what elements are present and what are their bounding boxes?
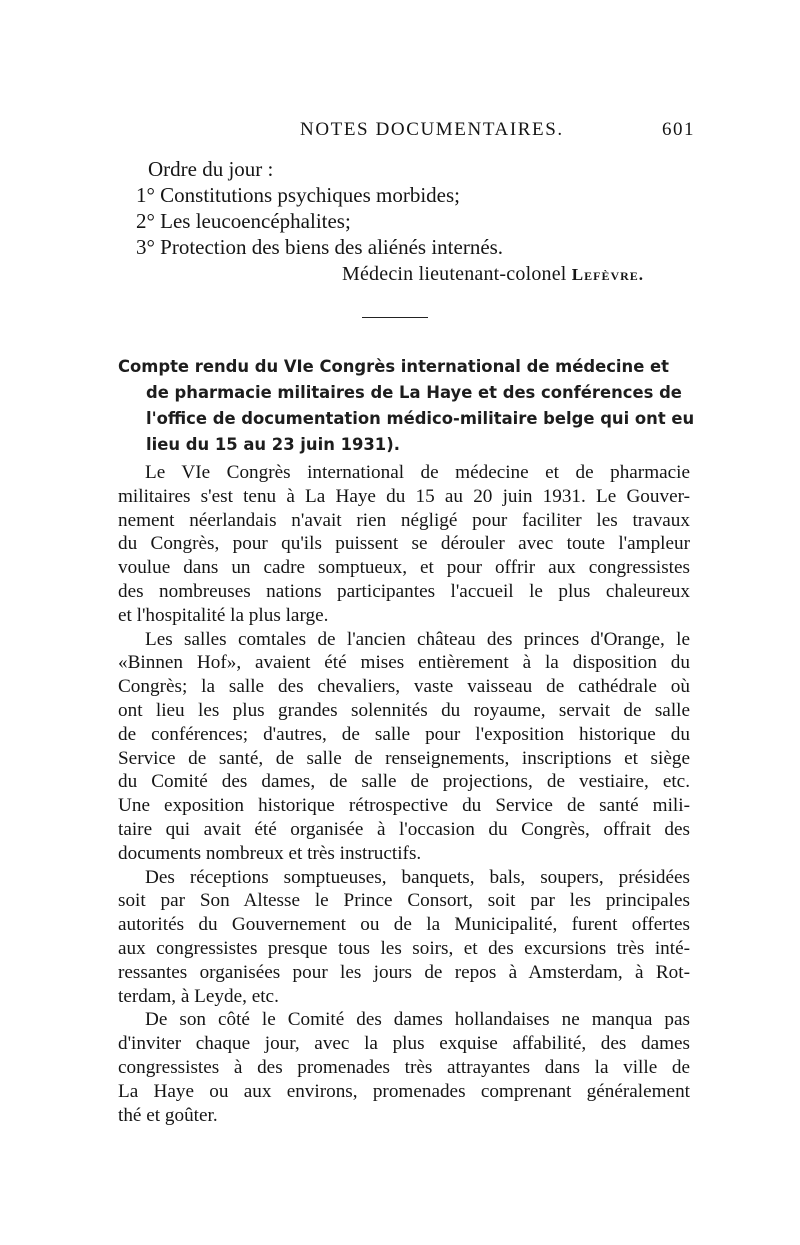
page-number: 601 (662, 119, 695, 140)
text-line: et l'hospitalité la plus large. (118, 604, 329, 626)
text-line: «Binnen Hof», avaient été mises entièrement à la disposition du (118, 652, 690, 674)
agenda-block (136, 156, 668, 260)
text-line: Congrès; la salle des chevaliers, vaste vaisseau de cathédrale où (118, 676, 690, 698)
agenda-item: 3° Protection des biens des aliénés internés. (136, 235, 504, 259)
text-line: Des réceptions somptueuses, banquets, bals, soupers, présidées (145, 866, 690, 888)
agenda-item: 2° Les leucoencéphalites; (136, 209, 351, 233)
text-line: des nombreuses nations participantes l'accueil le plus chaleureux (118, 580, 690, 602)
text-line: aux congressistes presque tous les soirs, et des excursions très inté- (118, 937, 690, 959)
text-line: La Haye ou aux environs, promenades comprenant généralement (118, 1080, 690, 1102)
section-title (118, 354, 695, 458)
page-header (0, 119, 800, 145)
section-title-line: lieu du 15 au 23 juin 1931). (146, 435, 400, 454)
section-title-line: Compte rendu du VIe Congrès international de médecine et (118, 357, 669, 376)
text-line: autorités du Gouvernement ou de la Municipalité, furent offertes (118, 914, 690, 936)
paragraph (118, 866, 690, 1009)
article-body (118, 461, 690, 1127)
agenda-heading: Ordre du jour : (148, 157, 274, 181)
paragraph (118, 628, 690, 866)
text-line: militaires s'est tenu à La Haye du 15 au 20 juin 1931. Le Gouver- (118, 485, 690, 507)
text-line: terdam, à Leyde, etc. (118, 985, 279, 1007)
text-line: soit par Son Altesse le Prince Consort, soit par les principales (118, 890, 690, 912)
text-line: ressantes organisées pour les jours de repos à Amsterdam, à Rot- (118, 961, 690, 983)
text-line: Une exposition historique rétrospective du Service de santé mili- (118, 795, 690, 817)
signature (342, 263, 644, 286)
text-line: documents nombreux et très instructifs. (118, 842, 422, 864)
text-line: voulue dans un cadre somptueux, et pour offrir aux congressistes (118, 557, 690, 579)
section-title-line: de pharmacie militaires de La Haye et des conférences de (146, 383, 682, 402)
paragraph (118, 461, 690, 628)
text-line: Service de santé, de salle de renseignements, inscriptions et siège (118, 747, 690, 769)
text-line: taire qui avait été organisée à l'occasion du Congrès, offrait des (118, 818, 690, 840)
signature-name: Lefèvre. (571, 265, 645, 284)
text-line: Les salles comtales de l'ancien château des princes d'Orange, le (145, 628, 690, 650)
paragraph (118, 1008, 690, 1127)
signature-role: Médecin lieutenant-colonel (342, 263, 567, 285)
text-line: de conférences; d'autres, de salle pour l'exposition historique du (118, 723, 690, 745)
text-line: du Comité des dames, de salle de projections, de vestiaire, etc. (118, 771, 690, 793)
text-line: nement néerlandais n'avait rien négligé pour faciliter les travaux (118, 509, 690, 531)
agenda-item: 1° Constitutions psychiques morbides; (136, 183, 460, 207)
text-line: Le VIe Congrès international de médecine et de pharmacie (145, 462, 690, 483)
text-line: thé et goûter. (118, 1104, 218, 1126)
text-line: ont lieu les plus grandes solennités du royaume, servait de salle (118, 699, 690, 721)
text-line: du Congrès, pour qu'ils puissent se dérouler avec toute l'ampleur (118, 533, 690, 555)
running-title: NOTES DOCUMENTAIRES. (300, 119, 564, 140)
text-line: De son côté le Comité des dames hollandaises ne manqua pas (145, 1009, 690, 1031)
section-divider (362, 317, 428, 318)
text-line: d'inviter chaque jour, avec la plus exquise affabilité, des dames (118, 1033, 690, 1055)
section-title-line: l'office de documentation médico-militaire belge qui ont eu (146, 409, 695, 428)
text-line: congressistes à des promenades très attrayantes dans la ville de (118, 1056, 690, 1078)
